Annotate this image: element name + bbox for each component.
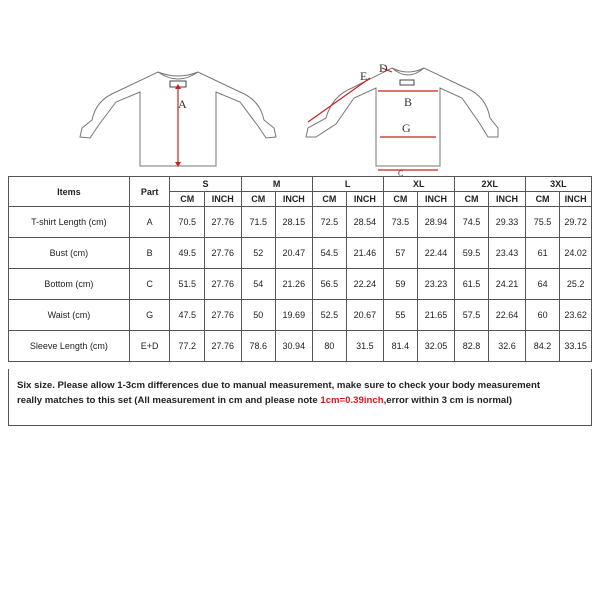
value-cell: 57 — [383, 238, 418, 269]
value-cell: 77.2 — [170, 331, 205, 362]
value-cell: 31.5 — [347, 331, 384, 362]
part-code: E+D — [129, 331, 170, 362]
table-row — [9, 331, 592, 362]
value-cell: 27.76 — [204, 300, 241, 331]
measure-line-e — [308, 78, 370, 122]
value-cell: 21.65 — [418, 300, 455, 331]
notice-line-1: Six size. Please allow 1-3cm differences due to manual measurement, make sure to check your body measurement — [17, 380, 541, 391]
size-2xl-header: 2XL — [454, 177, 525, 192]
item-name: Bottom (cm) — [9, 269, 130, 300]
value-cell: 52 — [241, 238, 276, 269]
value-cell: 71.5 — [241, 207, 276, 238]
value-cell: 23.23 — [418, 269, 455, 300]
diagram-svg — [0, 0, 600, 176]
value-cell: 27.76 — [204, 269, 241, 300]
notice-line-2-end: ,error within 3 cm is normal) — [383, 395, 513, 406]
value-cell: 24.21 — [489, 269, 526, 300]
value-cell: 59.5 — [454, 238, 489, 269]
value-cell: 22.24 — [347, 269, 384, 300]
value-cell: 70.5 — [170, 207, 205, 238]
value-cell: 60 — [525, 300, 560, 331]
value-cell: 21.26 — [276, 269, 313, 300]
part-code: B — [129, 238, 170, 269]
label-d: D — [379, 61, 388, 75]
size-s-header: S — [170, 177, 241, 192]
value-cell: 52.5 — [312, 300, 347, 331]
unit-inch-header: INCH — [489, 192, 526, 207]
label-e: E — [360, 69, 368, 83]
size-header-row — [9, 177, 592, 192]
table-row — [9, 207, 592, 238]
value-cell: 29.33 — [489, 207, 526, 238]
value-cell: 74.5 — [454, 207, 489, 238]
value-cell: 51.5 — [170, 269, 205, 300]
value-cell: 19.69 — [276, 300, 313, 331]
part-code: C — [129, 269, 170, 300]
label-a: A — [178, 97, 187, 111]
value-cell: 55 — [383, 300, 418, 331]
label-g: G — [402, 121, 411, 135]
item-name: Sleeve Length (cm) — [9, 331, 130, 362]
value-cell: 20.47 — [276, 238, 313, 269]
value-cell: 22.44 — [418, 238, 455, 269]
value-cell: 28.54 — [347, 207, 384, 238]
value-cell: 72.5 — [312, 207, 347, 238]
size-xl-header: XL — [383, 177, 454, 192]
size-l-header: L — [312, 177, 383, 192]
value-cell: 78.6 — [241, 331, 276, 362]
conversion-highlight: 1cm=0.39inch — [320, 395, 384, 406]
table-row — [9, 269, 592, 300]
label-c: C — [398, 169, 404, 176]
value-cell: 30.94 — [276, 331, 313, 362]
value-cell: 54.5 — [312, 238, 347, 269]
notice-line-2-start: really matches to this set (All measurement in cm and please note — [17, 395, 321, 406]
value-cell: 64 — [525, 269, 560, 300]
value-cell: 49.5 — [170, 238, 205, 269]
unit-inch-header: INCH — [276, 192, 313, 207]
garment-diagrams — [0, 0, 600, 176]
size-m-header: M — [241, 177, 312, 192]
label-b: B — [404, 95, 413, 109]
value-cell: 47.5 — [170, 300, 205, 331]
value-cell: 25.2 — [560, 269, 592, 300]
unit-cm-header: CM — [241, 192, 276, 207]
value-cell: 50 — [241, 300, 276, 331]
unit-cm-header: CM — [525, 192, 560, 207]
value-cell: 84.2 — [525, 331, 560, 362]
size-3xl-header: 3XL — [525, 177, 591, 192]
item-name: Bust (cm) — [9, 238, 130, 269]
unit-cm-header: CM — [454, 192, 489, 207]
value-cell: 29.72 — [560, 207, 592, 238]
size-chart-table — [8, 176, 592, 362]
value-cell: 23.43 — [489, 238, 526, 269]
value-cell: 61 — [525, 238, 560, 269]
value-cell: 32.05 — [418, 331, 455, 362]
unit-cm-header: CM — [383, 192, 418, 207]
value-cell: 24.02 — [560, 238, 592, 269]
value-cell: 21.46 — [347, 238, 384, 269]
part-code: G — [129, 300, 170, 331]
shirt-front-illustration — [306, 68, 498, 166]
value-cell: 27.76 — [204, 331, 241, 362]
unit-cm-header: CM — [170, 192, 205, 207]
value-cell: 23.62 — [560, 300, 592, 331]
value-cell: 57.5 — [454, 300, 489, 331]
value-cell: 56.5 — [312, 269, 347, 300]
value-cell: 22.64 — [489, 300, 526, 331]
unit-cm-header: CM — [312, 192, 347, 207]
value-cell: 80 — [312, 331, 347, 362]
value-cell: 59 — [383, 269, 418, 300]
value-cell: 27.76 — [204, 238, 241, 269]
value-cell: 82.8 — [454, 331, 489, 362]
value-cell: 20.67 — [347, 300, 384, 331]
part-header: Part — [129, 177, 170, 207]
value-cell: 27.76 — [204, 207, 241, 238]
items-header: Items — [9, 177, 130, 207]
value-cell: 28.15 — [276, 207, 313, 238]
value-cell: 73.5 — [383, 207, 418, 238]
unit-inch-header: INCH — [560, 192, 592, 207]
value-cell: 28.94 — [418, 207, 455, 238]
table-row — [9, 300, 592, 331]
table-row — [9, 238, 592, 269]
value-cell: 61.5 — [454, 269, 489, 300]
measurement-notice — [8, 369, 592, 426]
unit-inch-header: INCH — [347, 192, 384, 207]
value-cell: 33.15 — [560, 331, 592, 362]
unit-inch-header: INCH — [418, 192, 455, 207]
part-code: A — [129, 207, 170, 238]
value-cell: 54 — [241, 269, 276, 300]
item-name: Waist (cm) — [9, 300, 130, 331]
unit-inch-header: INCH — [204, 192, 241, 207]
item-name: T-shirt Length (cm) — [9, 207, 130, 238]
value-cell: 75.5 — [525, 207, 560, 238]
value-cell: 81.4 — [383, 331, 418, 362]
value-cell: 32.6 — [489, 331, 526, 362]
